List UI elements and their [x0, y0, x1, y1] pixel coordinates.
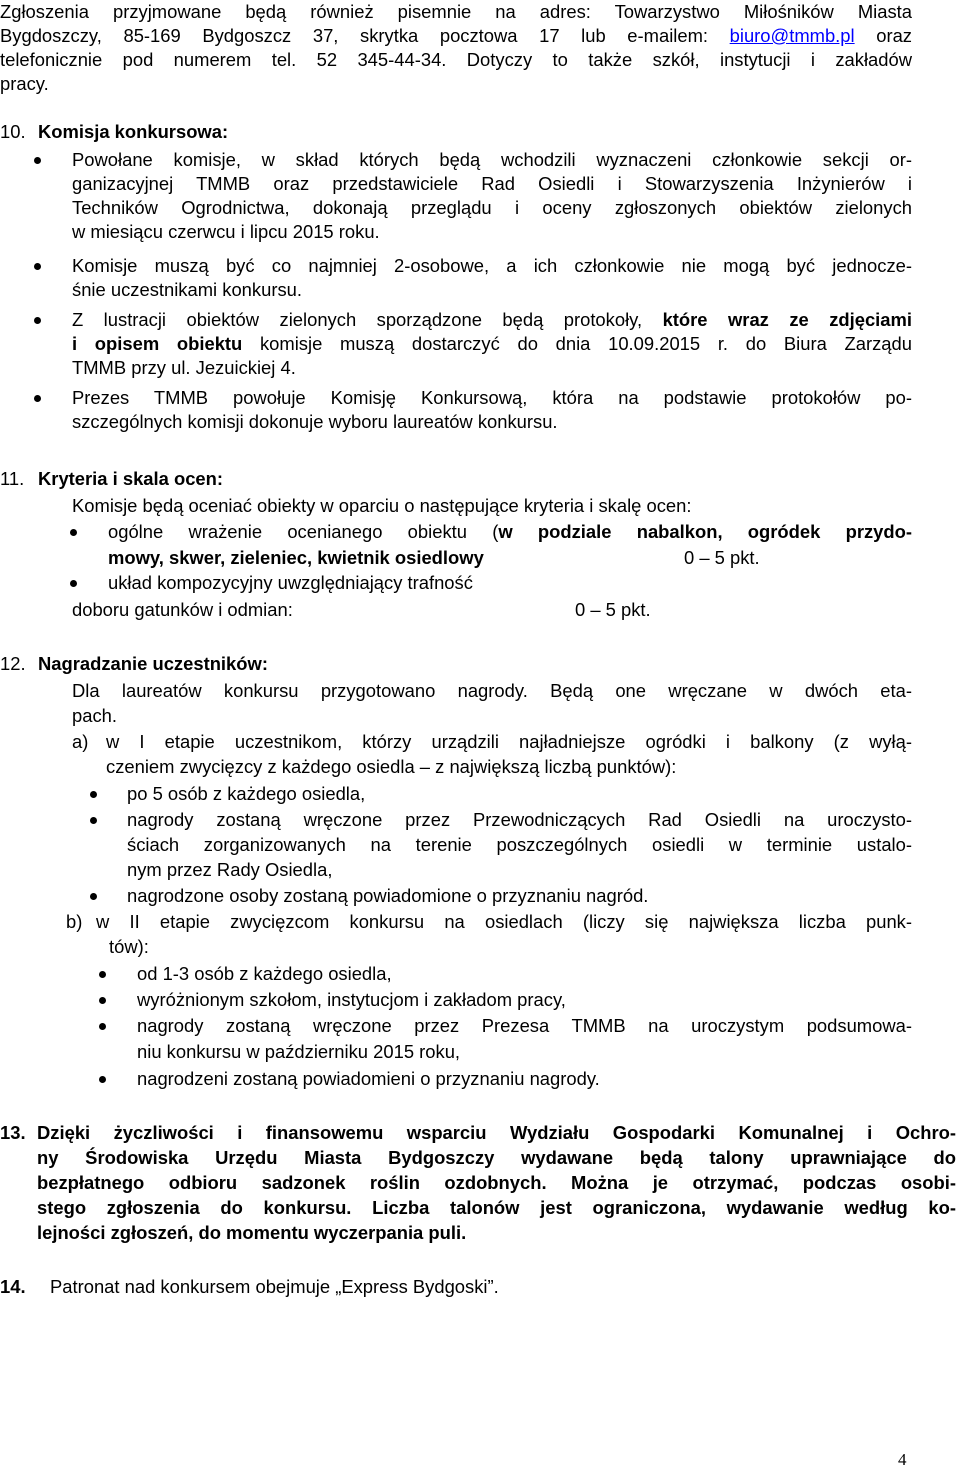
s13-l5: lejności zgłoszeń, do momentu wyczerpania puli.	[37, 1222, 467, 1243]
s11-c1-l1-text: ogólne wrażenie ocenianego obiektu (	[108, 521, 499, 542]
s10-b1-l4: w miesiącu czerwcu i lipcu 2015 roku.	[72, 221, 380, 242]
s10-b3-l2-bold: i opisem obiektu	[72, 333, 243, 354]
bullet-icon	[70, 529, 77, 536]
s10-b2-l1: Komisje muszą być co najmniej 2-osobowe, a ich członkowie nie mogą być jednocze-	[72, 255, 912, 276]
s13-l2: ny Środowiska Urzędu Miasta Bydgoszczy wydawane będą talony uprawniające do	[37, 1147, 956, 1168]
s10-b1-l3: Techników Ogrodnictwa, dokonają przeglądu i oceny zgłoszonych obiektów zielonych	[72, 197, 912, 218]
s10-b3-l1-text: Z lustracji obiektów zielonych sporządzone będą protokoły,	[72, 309, 663, 330]
s12-b-l1: w II etapie zwycięzcom konkursu na osiedlach (liczy się największa liczba punk-	[96, 911, 912, 932]
section-11-heading: Kryteria i skala ocen:	[38, 468, 224, 489]
bullet-icon	[99, 1023, 106, 1030]
s11-c1-l1	[108, 520, 912, 544]
s12-b-l2: tów):	[109, 936, 149, 957]
s10-b3-l1	[72, 308, 912, 332]
s10-b2-l2: śnie uczestnikami konkursu.	[72, 279, 302, 300]
s12-a-item-2-l1: nagrody zostaną wręczone przez Przewodniczących Rad Osiedli na uroczysto-	[127, 809, 912, 830]
section-11-number: 11.	[0, 468, 25, 489]
s10-b3-l2	[72, 332, 912, 356]
s11-c2-l1: układ kompozycyjny uwzględniający trafność	[108, 572, 473, 593]
s11-c1-points: 0 – 5 pkt.	[684, 547, 760, 568]
s11-intro: Komisje będą oceniać obiekty w oparciu o następujące kryteria i skalę ocen:	[72, 495, 692, 516]
s12-intro-l1: Dla laureatów konkursu przygotowano nagrody. Będą one wręczane w dwóch eta-	[72, 680, 912, 701]
bullet-icon	[34, 263, 41, 270]
s12-a-label: a)	[72, 731, 89, 752]
s12-b-item-3-l2: niu konkursu w październiku 2015 roku,	[137, 1041, 461, 1062]
s10-b3-l1-bold: które wraz ze zdjęciami	[662, 309, 912, 330]
s12-a-l2: czeniem zwycięzcy z każdego osiedla – z największą liczbą punktów):	[106, 756, 677, 777]
bullet-icon	[99, 1076, 106, 1083]
s14-text: Patronat nad konkursem obejmuje „Express Bydgoski”.	[50, 1276, 499, 1297]
s12-a-item-3: nagrodzone osoby zostaną powiadomione o przyznaniu nagród.	[127, 885, 649, 906]
bullet-icon	[34, 157, 41, 164]
intro-line-3: telefonicznie pod numerem tel. 52 345-44-34. Dotyczy to także szkół, instytucji i zakładów	[0, 49, 912, 70]
section-10-heading: Komisja konkursowa:	[38, 121, 229, 142]
s12-b-item-4: nagrodzeni zostaną powiadomieni o przyznaniu nagrody.	[137, 1068, 600, 1089]
bullet-icon	[34, 317, 41, 324]
s11-c2-l2: doboru gatunków i odmian:	[72, 599, 293, 620]
s12-a-item-2-l3: nym przez Rady Osiedla,	[127, 859, 333, 880]
email-link[interactable]: biuro@tmmb.pl	[729, 25, 855, 46]
s10-b3-l3: TMMB przy ul. Jezuickiej 4.	[72, 357, 296, 378]
bullet-icon	[34, 395, 41, 402]
page-number: 4	[898, 1450, 907, 1469]
s10-b1-l1: Powołane komisje, w skład których będą wchodzili wyznaczeni członkowie sekcji or-	[72, 149, 912, 170]
section-12-heading: Nagradzanie uczestników:	[38, 653, 268, 674]
s13-l4: stego zgłoszenia do konkursu. Liczba talonów jest ograniczona, wydawanie według ko-	[37, 1197, 956, 1218]
bullet-icon	[90, 791, 97, 798]
s11-c1-l1-bold: w podziale nabalkon, ogródek przydo-	[498, 521, 912, 542]
s13-l1: Dzięki życzliwości i finansowemu wsparciu Wydziału Gospodarki Komunalnej i Ochro-	[37, 1122, 956, 1143]
s10-b1-l2: ganizacyjnej TMMB oraz przedstawiciele Rad Osiedli i Stowarzyszenia Inżynierów i	[72, 173, 912, 194]
s11-c1-l2: mowy, skwer, zieleniec, kwietnik osiedlowy	[108, 547, 484, 568]
s12-b-item-3-l1: nagrody zostaną wręczone przez Prezesa TMMB na uroczystym podsumowa-	[137, 1015, 912, 1036]
intro-line-2-end: oraz	[876, 25, 912, 46]
section-14-number: 14.	[0, 1276, 26, 1297]
s13-l3: bezpłatnego odbioru sadzonek roślin ozdobnych. Można je otrzymać, podczas osobi-	[37, 1172, 956, 1193]
s12-b-item-2: wyróżnionym szkołom, instytucjom i zakładom pracy,	[137, 989, 566, 1010]
s12-b-label: b)	[66, 911, 83, 932]
intro-line-1: Zgłoszenia przyjmowane będą również pisemnie na adres: Towarzystwo Miłośników Miasta	[0, 1, 912, 22]
s12-b-item-1: od 1-3 osób z każdego osiedla,	[137, 963, 392, 984]
section-12-number: 12.	[0, 653, 26, 674]
s12-a-item-2-l2: ściach zorganizowanych na terenie poszczególnych osiedli w terminie ustalo-	[127, 834, 912, 855]
s12-a-item-1: po 5 osób z każdego osiedla,	[127, 783, 366, 804]
intro-line-4: pracy.	[0, 73, 49, 94]
bullet-icon	[99, 971, 106, 978]
s10-b4-l2: szczególnych komisji dokonuje wyboru laureatów konkursu.	[72, 411, 558, 432]
intro-line-2-text: Bygdoszczy, 85-169 Bydgoszcz 37, skrytka pocztowa 17 lub e-mailem:	[0, 25, 730, 46]
s12-a-l1: w I etapie uczestnikom, którzy urządzili najładniejsze ogródki i balkony (z wyłą-	[106, 731, 912, 752]
section-10-number: 10.	[0, 121, 26, 142]
intro-line-2	[0, 24, 912, 48]
s11-c2-points: 0 – 5 pkt.	[575, 599, 651, 620]
bullet-icon	[99, 997, 106, 1004]
s10-b3-l2-text: komisje muszą dostarczyć do dnia 10.09.2015 r. do Biura Zarządu	[242, 333, 912, 354]
bullet-icon	[90, 817, 97, 824]
s10-b4-l1: Prezes TMMB powołuje Komisję Konkursową, która na podstawie protokołów po-	[72, 387, 912, 408]
bullet-icon	[70, 580, 77, 587]
s12-intro-l2: pach.	[72, 705, 117, 726]
bullet-icon	[90, 893, 97, 900]
section-13-number: 13.	[0, 1122, 26, 1143]
